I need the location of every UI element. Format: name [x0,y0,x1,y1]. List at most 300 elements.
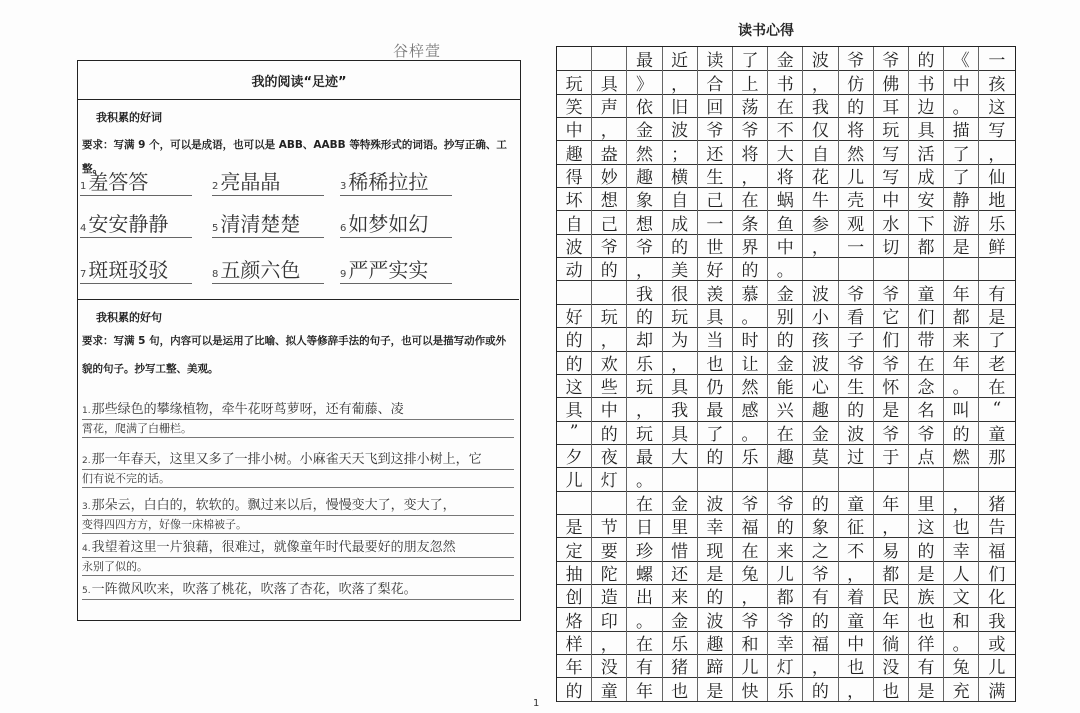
grid-cell: 是 [698,677,733,700]
grid-cell: 我 [663,397,698,420]
grid-cell: 兴 [768,397,803,420]
grid-cell: 的 [698,584,733,607]
grid-cell: 没 [874,654,909,677]
grid-cell: ， [839,561,874,584]
word-text: 如梦如幻 [348,212,429,236]
grid-cell: ， [663,351,698,374]
grid-cell: 是 [909,677,944,700]
word-text: 稀稀拉拉 [348,170,429,194]
grid-cell: ， [803,70,838,93]
grid-cell: 在 [909,351,944,374]
grid-cell: 当 [698,327,733,350]
grid-cell: 老 [988,354,1006,375]
grid-cell: 象 [803,514,838,537]
grid-cell: 征 [839,514,874,537]
grid-cell [839,257,874,280]
grid-cell: 兔 [944,654,979,677]
grid-cell: 波 [557,234,592,257]
grid-cell: 爷 [874,421,909,444]
word-text: 安安静静 [88,212,169,236]
grid-cell: 时 [733,327,768,350]
grid-cell: 边 [909,94,944,117]
grid-cell: 感 [733,397,768,420]
grid-cell: 爷 [839,351,874,374]
grid-cell: 金 [627,117,662,140]
grid-cell: 好 [698,257,733,280]
grid-row [557,234,1015,258]
grid-cell: 童 [592,677,627,700]
grid-cell: 们 [909,304,944,327]
grid-cell: 乐 [768,677,803,700]
grid-row [557,514,1015,538]
grid-cell: 趣 [803,397,838,420]
grid-cell: 子 [839,327,874,350]
sentence-continuation: 们有说不完的话。 [82,472,170,485]
grid-row [557,187,1015,211]
grid-cell [592,491,627,514]
grid-cell: ， [988,144,1006,165]
grid-cell: 让 [733,351,768,374]
grid-cell [803,467,838,490]
grid-cell: 心 [803,374,838,397]
grid-cell: 玩 [557,70,592,93]
grid-cell: 金 [663,607,698,630]
grid-cell: 儿 [988,658,1006,679]
grid-cell: 具 [663,374,698,397]
grid-cell: 兔 [733,561,768,584]
grid-cell: 观 [839,210,874,233]
grid-cell: 叫 [944,397,979,420]
grid-cell: 壳 [839,187,874,210]
grid-cell: 儿 [733,654,768,677]
grid-cell: 夜 [592,444,627,467]
grid-cell [909,257,944,280]
grid-cell: 却 [627,327,662,350]
grid-cell: 节 [592,514,627,537]
grid-cell: 趣 [557,140,592,163]
grid-cell: 具 [592,70,627,93]
grid-cell: 来 [944,327,979,350]
grid-cell: 珍 [627,537,662,560]
grid-cell: 还 [663,561,698,584]
sentence-text: 那些绿色的攀缘植物，牵牛花呀茑萝呀，还有葡藤、凌 [91,402,404,417]
grid-cell: 欢 [592,351,627,374]
grid-cell: 的 [803,677,838,700]
grid-cell: 一 [988,51,1006,72]
grid-cell: 趣 [698,631,733,654]
grid-cell: 着 [839,584,874,607]
grid-cell: 安 [909,187,944,210]
grid-cell: 合 [698,70,733,93]
grid-cell: 有 [988,284,1006,305]
grid-cell: 里 [909,491,944,514]
grid-cell: 定 [557,537,592,560]
grid-cell: 想 [592,187,627,210]
grid-cell: ， [592,327,627,350]
grid-cell: 在 [988,378,1006,399]
sentence-number: 4. [82,544,91,554]
grid-cell: 的 [803,607,838,630]
word-entry [212,257,324,284]
grid-cell: 也 [909,607,944,630]
grid-cell: 盎 [592,140,627,163]
grid-row [557,164,1015,188]
grid-cell: 螺 [627,561,662,584]
student-name: 谷梓萱 [393,42,442,60]
word-text: 五颜六色 [220,258,301,282]
grid-cell: 成 [909,164,944,187]
grid-cell: 爷 [909,421,944,444]
grid-cell: 都 [768,584,803,607]
sentence-underline [82,575,514,576]
word-entry [80,211,192,238]
grid-cell: 在 [627,491,662,514]
sentence-line [82,401,514,420]
grid-cell: 爷 [839,47,874,70]
grid-row [557,421,1015,445]
grid-row [557,491,1015,515]
section-divider [78,299,519,300]
grid-cell: 得 [557,164,592,187]
grid-cell: 出 [627,584,662,607]
grid-cell: ， [663,70,698,93]
grid-cell: 然 [839,140,874,163]
grid-cell: 。 [944,374,979,397]
grid-cell: 金 [663,491,698,514]
grid-cell: 样 [557,631,592,654]
grid-cell: 的 [768,514,803,537]
grid-row [557,47,1015,71]
grid-cell: 玩 [592,304,627,327]
grid-cell: 己 [698,187,733,210]
reading-record-form [77,60,521,621]
grid-cell: 波 [803,351,838,374]
grid-cell: 充 [944,677,979,700]
sentence-number: 5. [82,586,91,596]
grid-cell: 中 [557,117,592,140]
grid-cell: 切 [874,234,909,257]
word-text: 清清楚楚 [220,212,301,236]
grid-cell: 自 [557,210,592,233]
grid-cell: 都 [909,234,944,257]
grid-cell: 爷 [698,117,733,140]
grid-cell: 了 [698,421,733,444]
grid-cell: 了 [733,47,768,70]
grid-cell: 过 [839,444,874,467]
grid-cell: 带 [909,327,944,350]
grid-cell: 儿 [768,561,803,584]
grid-cell: 世 [698,234,733,257]
word-number: 6 [340,223,347,234]
grid-cell: 的 [909,47,944,70]
grid-cell: 是 [988,308,1006,329]
grid-cell: ， [803,654,838,677]
grid-cell: 都 [874,561,909,584]
grid-cell: 爷 [874,281,909,304]
grid-cell: 波 [839,421,874,444]
word-number: 4 [80,223,87,234]
grid-cell: 近 [663,47,698,70]
grid-cell: ， [733,164,768,187]
grid-cell: ， [944,491,979,514]
grid-cell: 在 [733,187,768,210]
grid-cell: 的 [803,491,838,514]
grid-cell: 自 [803,140,838,163]
grid-cell: 也 [944,514,979,537]
grid-cell: 别 [768,304,803,327]
grid-cell: 象 [627,187,662,210]
grid-cell: 一 [839,234,874,257]
grid-cell: 书 [768,70,803,93]
grid-cell: 要 [592,537,627,560]
grid-cell: 具 [698,304,733,327]
grid-cell: 下 [909,210,944,233]
words-requirement: 要求：写满 9 个，可以是成语，也可以是 ABB、AABB 等特殊形式的词语。抄写正确、工整。 [82,139,507,175]
grid-cell: 福 [988,541,1006,562]
grid-cell: 乐 [663,631,698,654]
grid-cell: 仍 [698,374,733,397]
grid-cell: 己 [592,210,627,233]
grid-cell: 坏 [557,187,592,210]
grid-cell: 有 [909,654,944,677]
word-entry [212,169,324,196]
grid-cell: 爷 [768,607,803,630]
grid-cell: 最 [627,444,662,467]
grid-cell: ， [592,631,627,654]
grid-cell: 羡 [698,281,733,304]
sentence-text: 那朵云，白白的，软软的。飘过来以后，慢慢变大了，变大了， [91,498,456,513]
grid-row [557,140,1015,164]
grid-cell: 能 [768,374,803,397]
grid-cell: 鱼 [768,210,803,233]
grid-cell: 的 [839,94,874,117]
grid-cell [944,257,979,280]
grid-cell: 乐 [627,351,662,374]
grid-cell: 写 [874,140,909,163]
grid-cell: 文 [944,584,979,607]
grid-cell: 具 [909,117,944,140]
essay-grid [556,46,1016,702]
sentence-line [82,497,514,516]
word-entry [212,211,324,238]
grid-cell: 是 [909,561,944,584]
grid-cell: 孩 [803,327,838,350]
grid-cell: 自 [663,187,698,210]
grid-cell [803,257,838,280]
grid-cell: 了 [944,140,979,163]
grid-cell: 和 [733,631,768,654]
grid-cell: 化 [988,588,1006,609]
grid-cell: 蹄 [698,654,733,677]
grid-cell: 妙 [592,164,627,187]
grid-cell: 不 [768,117,803,140]
grid-row [557,677,1015,701]
grid-row [557,561,1015,585]
grid-cell: 童 [839,491,874,514]
word-entry [340,211,452,238]
grid-cell: 在 [627,631,662,654]
grid-cell: 印 [592,607,627,630]
grid-cell: 鲜 [988,237,1006,258]
grid-cell: 。 [733,421,768,444]
grid-cell: 来 [768,537,803,560]
grid-cell [768,467,803,490]
grid-cell: 中 [768,234,803,257]
grid-cell: 于 [874,444,909,467]
grid-cell: 静 [944,187,979,210]
sentences-requirement-line2: 貌的句子。抄写工整、美观。 [82,363,219,375]
grid-cell: 这 [557,374,592,397]
word-entry [340,169,452,196]
grid-row [557,467,1015,491]
grid-cell: 没 [592,654,627,677]
word-text: 严严实实 [348,258,429,282]
grid-cell: 笑 [557,94,592,117]
grid-cell: 佛 [874,70,909,93]
grid-cell: 是 [698,561,733,584]
grid-cell: 。 [627,607,662,630]
grid-cell: 然 [627,140,662,163]
grid-cell: 和 [944,607,979,630]
grid-cell: 福 [803,631,838,654]
grid-cell: 猪 [988,494,1006,515]
word-text: 斑斑驳驳 [88,258,169,282]
grid-cell: 告 [988,518,1006,539]
grid-cell: 满 [988,681,1006,702]
grid-cell: 抽 [557,561,592,584]
grid-row [557,631,1015,655]
grid-row [557,607,1015,631]
grid-cell: 波 [698,607,733,630]
grid-cell: 现 [698,537,733,560]
grid-cell: 了 [988,331,1006,352]
grid-cell: 将 [733,140,768,163]
grid-cell [979,467,1014,490]
word-number: 1 [80,181,87,192]
grid-cell: 仅 [803,117,838,140]
word-number: 8 [212,269,219,280]
grid-cell: 儿 [557,467,592,490]
grid-cell: 波 [803,47,838,70]
word-entry [80,257,192,284]
grid-cell: 具 [557,397,592,420]
grid-cell: 中 [874,187,909,210]
grid-cell: 中 [839,631,874,654]
grid-cell: 年 [874,607,909,630]
grid-cell: 童 [839,607,874,630]
sentence-text: 一阵微风吹来，吹落了桃花，吹落了杏花，吹落了梨花。 [91,582,417,597]
grid-cell: 爷 [768,491,803,514]
grid-cell: 水 [874,210,909,233]
sentence-text: 那一年春天，这里又多了一排小树。小麻雀天天飞到这排小树上，它 [91,452,482,467]
grid-cell: 》 [627,70,662,93]
grid-cell: 了 [944,164,979,187]
grid-cell: 福 [733,514,768,537]
grid-cell: 孩 [988,74,1006,95]
grid-cell: 。 [627,467,662,490]
grid-cell: 《 [944,47,979,70]
grid-cell: 游 [944,210,979,233]
grid-cell: 灯 [592,467,627,490]
grid-cell: 的 [768,327,803,350]
grid-cell: 也 [663,677,698,700]
grid-cell: 花 [803,164,838,187]
grid-cell: 幸 [698,514,733,537]
word-entry [340,257,452,284]
grid-cell: ， [803,234,838,257]
grid-cell: ； [663,140,698,163]
sentence-continuation: 变得四四方方，好像一床棉被子。 [82,518,247,531]
grid-cell: “ [992,398,1002,419]
grid-row [557,584,1015,608]
grid-cell: 是 [874,397,909,420]
word-entry [80,169,192,196]
grid-cell [557,491,592,514]
grid-cell: 猪 [663,654,698,677]
grid-cell: 快 [733,677,768,700]
grid-cell: 读 [698,47,733,70]
grid-cell: 小 [803,304,838,327]
grid-cell: 的 [592,257,627,280]
grid-cell: 年 [874,491,909,514]
grid-cell: 慕 [733,281,768,304]
grid-cell: 玩 [663,304,698,327]
grid-cell: 不 [839,537,874,560]
grid-cell: 。 [944,94,979,117]
word-number: 5 [212,223,219,234]
grid-cell: 的 [557,327,592,350]
grid-cell: 金 [803,421,838,444]
grid-cell: 年 [627,677,662,700]
grid-cell: 创 [557,584,592,607]
word-text: 羞答答 [88,170,149,194]
grid-cell [839,467,874,490]
sentence-text: 我望着这里一片狼藉，很难过，就像童年时代最要好的朋友忽然 [91,540,456,555]
grid-cell: 还 [698,140,733,163]
grid-cell: 灯 [768,654,803,677]
grid-cell: 在 [768,421,803,444]
grid-cell: 好 [557,304,592,327]
grid-cell [663,467,698,490]
grid-cell [909,467,944,490]
grid-cell: ， [627,397,662,420]
grid-cell: 怀 [874,374,909,397]
grid-cell: 蜗 [768,187,803,210]
grid-cell: 仙 [988,167,1006,188]
grid-cell: 玩 [627,374,662,397]
grid-cell: 然 [733,374,768,397]
grid-cell: 的 [557,677,592,700]
grid-row [557,281,1015,305]
grid-cell [874,257,909,280]
grid-cell: 活 [909,140,944,163]
grid-cell: 我 [988,611,1006,632]
page-mark: 1 [533,698,540,709]
grid-cell: 。 [768,257,803,280]
grid-cell: 爷 [803,561,838,584]
grid-cell: ， [733,584,768,607]
grid-row [557,210,1015,234]
word-text: 亮晶晶 [220,170,281,194]
grid-cell: 是 [944,234,979,257]
grid-cell: 日 [627,514,662,537]
grid-cell: 也 [698,351,733,374]
grid-cell [733,467,768,490]
sentence-continuation: 霄花，爬满了白栅栏。 [82,422,192,435]
grid-cell: 都 [944,304,979,327]
sentence-number: 3. [82,502,91,512]
word-number: 7 [80,269,87,280]
